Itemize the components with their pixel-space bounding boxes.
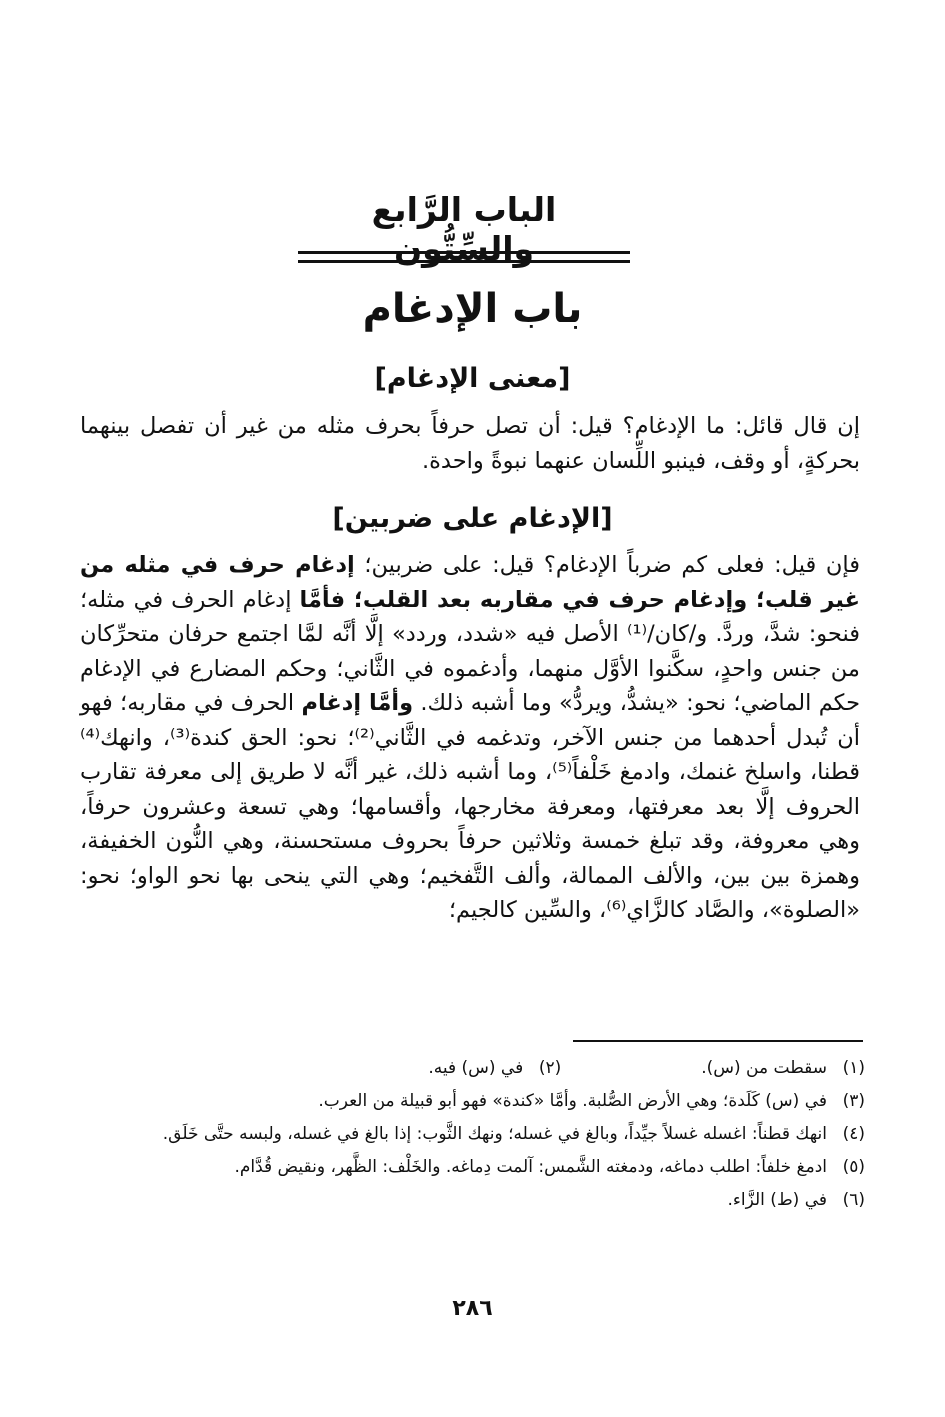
footnote xyxy=(428,1052,561,1085)
section-title: باب الإدغام xyxy=(362,286,583,332)
footnote xyxy=(80,1118,865,1151)
footnote-row xyxy=(80,1052,865,1085)
footnote-number: (١) xyxy=(842,1058,865,1078)
text-run: فإن قيل: فعلى كم ضرباً الإدغام؟ قيل: على ضربين؛ xyxy=(354,552,861,578)
footnote-number: (٢) xyxy=(538,1058,562,1078)
text-run: الحرف في مقاربه؛ فهو أن تُبدل أحدهما من جنس الآخر، وتدغمه في الثَّاني⁽²⁾؛ نحو: الحق كندة⁽³⁾، وانهك⁽⁴⁾ قطنا، واسلخ غنمك، وادمغ خَلْفاً⁽⁵⁾، وما أشبه ذلك، غير أنَّه لا طريق إلى معرفة تقارب الحروف إلَّا بعد معرفتها، ومعرفة مخارجها، وأقسامها؛ وهي تسعة وعشرون حرفاً، وهي معروفة، وقد تبلغ خمسة وثلاثين حرفاً بحروف مستحسنة، وهي النُّون الخفيفة، وهمزة بين بين، والألف الممالة، وألف التَّفخيم؛ وهي التي ينحى بها نحو الواو؛ نحو: «الصلوة»، والصَّاد كالزَّاي⁽⁶⁾، والسِّين كالجيم؛ xyxy=(80,690,860,923)
footnote xyxy=(80,1085,865,1118)
footnote-gap xyxy=(561,1052,701,1085)
bold-run: إدغام حرف في مثله من غير قلب؛ وإدغام حرف في مقاربه بعد القلب؛ فأمَّا xyxy=(80,552,860,613)
footnote-text: سقطت من (س). xyxy=(701,1058,827,1078)
footnote-number: (٥) xyxy=(842,1157,865,1177)
footnote xyxy=(80,1184,865,1217)
subheading-two-types: [الإدغام على ضربين] xyxy=(332,503,613,534)
bold-run: وأمَّا إدغام xyxy=(301,690,414,716)
footnote-text: في (س) كَلَدة؛ وهي الأرض الصُّلبة. وأمَّا «كندة» فهو أبو قبيلة من العرب. xyxy=(318,1091,827,1111)
footnotes xyxy=(80,1052,865,1217)
page-number: ٢٨٦ xyxy=(452,1296,493,1321)
subheading-meaning: [معنى الإدغام] xyxy=(374,363,571,394)
footnote-number: (٦) xyxy=(842,1190,865,1210)
footnote-text: في (ط) الزَّاء. xyxy=(727,1190,827,1210)
footnote xyxy=(701,1052,865,1085)
paragraph-meaning: إن قال قائل: ما الإدغام؟ قيل: أن تصل حرفاً بحرف مثله من غير أن تفصل بينهما بحركةٍ، أو وقف، فينبو اللِّسان عنهما نبوةً واحدة. xyxy=(80,413,860,474)
chapter-title: الباب الرَّابع والسِّتُّون xyxy=(371,190,557,268)
paragraph-two-types xyxy=(80,548,860,928)
footnote-text: انهك قطناً: اغسله غسلاً جيِّداً، وبالغ في غسله؛ ونهك الثَّوب: إذا بالغ في غسله، ولبسه حتَّى خَلَق. xyxy=(162,1124,827,1144)
footnote-number: (٣) xyxy=(842,1091,865,1111)
footnote-separator xyxy=(573,1040,863,1042)
footnote xyxy=(80,1151,865,1184)
footnote-number: (٤) xyxy=(842,1124,865,1144)
footnote-text: ادمغ خلفاً: اطلب دماغه، ودمغته الشَّمس: آلمت دِماغه. والخَلْف: الظَّهر، ونقيض قُدَّام. xyxy=(234,1157,827,1177)
title-double-rule xyxy=(298,251,630,263)
footnote-text: في (س) فيه. xyxy=(428,1058,524,1078)
text-run: إدغام الحرف في مثله؛ فنحو: شدَّ، وردَّ. و/كان/⁽¹⁾ الأصل فيه «شدد، وردد» إلَّا أنَّه لمَّا اجتمع حرفان متحرِّكان من جنس واحدٍ، سكَّنوا الأوَّل منهما، وأدغموه في الثَّاني؛ وحكم المضارع في الإدغام حكم الماضي؛ نحو: «يشدُّ، ويردُّ» وما أشبه ذلك. xyxy=(80,586,861,716)
